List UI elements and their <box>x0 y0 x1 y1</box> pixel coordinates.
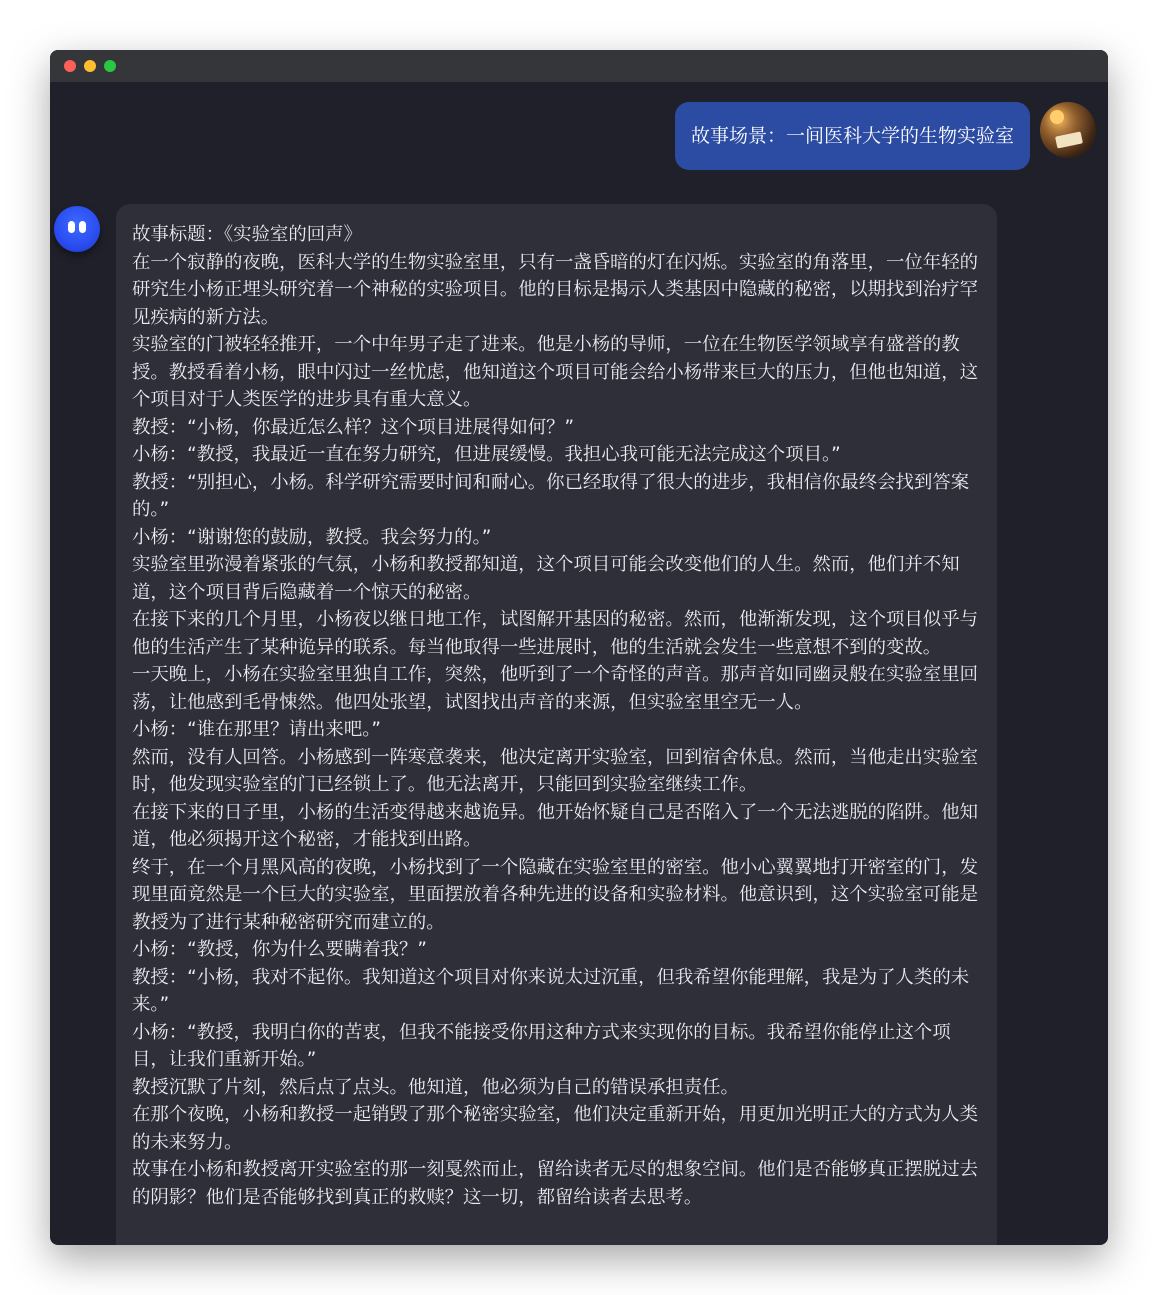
story-paragraph: 教授：“小杨，你最近怎么样？这个项目进展得如何？” <box>132 416 575 438</box>
story-paragraph: 小杨：“教授，你为什么要瞒着我？” <box>132 939 427 960</box>
story-paragraph: 教授沉默了片刻，然后点了点头。他知道，他必须为自己的错误承担责任。 <box>132 1076 739 1098</box>
user-avatar <box>1040 102 1096 158</box>
story-paragraph: 在接下来的几个月里，小杨夜以继日地工作，试图解开基因的秘密。然而，他渐渐发现，这个项目似乎与他的生活产生了某种诡异的联系。每当他取得一些进展时，他的生活就会发生一些意想不到的变故。 <box>132 609 978 658</box>
lamp-icon <box>1050 110 1064 124</box>
story-paragraph: 故事在小杨和教授离开实验室的那一刻戛然而止，留给读者无尽的想象空间。他们是否能够真正摆脱过去的阴影？他们是否能够找到真正的救赎？这一切，都留给读者去思考。 <box>132 1159 978 1208</box>
chat-window <box>50 50 1108 1245</box>
story-paragraph: 实验室里弥漫着紧张的气氛，小杨和教授都知道，这个项目可能会改变他们的人生。然而，他们并不知道，这个项目背后隐藏着一个惊天的秘密。 <box>132 554 960 603</box>
story-paragraph: 一天晚上，小杨在实验室里独自工作，突然，他听到了一个奇怪的声音。那声音如同幽灵般在实验室里回荡，让他感到毛骨悚然。他四处张望，试图找出声音的来源，但实验室里空无一人。 <box>132 664 978 713</box>
story-paragraph: 在那个夜晚，小杨和教授一起销毁了那个秘密实验室，他们决定重新开始，用更加光明正大的方式为人类的未来努力。 <box>132 1104 978 1153</box>
story-title: 故事标题：《实验室的回声》 <box>132 224 362 245</box>
minimize-window-button[interactable] <box>84 60 96 72</box>
story-paragraph: 在一个寂静的夜晚，医科大学的生物实验室里，只有一盏昏暗的灯在闪烁。实验室的角落里，一位年轻的研究生小杨正埋头研究着一个神秘的实验项目。他的目标是揭示人类基因中隐藏的秘密，以期找到治疗罕见疾病的新方法。 <box>132 251 978 328</box>
title-bar <box>50 50 1108 82</box>
assistant-avatar <box>54 206 100 252</box>
story-paragraph: 实验室的门被轻轻推开，一个中年男子走了进来。他是小杨的导师，一位在生物医学领域享有盛誉的教授。教授看着小杨，眼中闪过一丝忧虑，他知道这个项目可能会给小杨带来巨大的压力，但他也知道，这个项目对于人类医学的进步具有重大意义。 <box>132 334 978 410</box>
book-icon <box>1055 131 1083 148</box>
story-paragraph: 小杨：“谢谢您的鼓励，教授。我会努力的。” <box>132 526 492 548</box>
maximize-window-button[interactable] <box>104 60 116 72</box>
story-paragraph: 小杨：“谁在那里？请出来吧。” <box>132 719 381 740</box>
avatar-left-eye <box>68 221 75 233</box>
story-paragraph: 终于，在一个月黑风高的夜晚，小杨找到了一个隐藏在实验室里的密室。他小心翼翼地打开密室的门，发现里面竟然是一个巨大的实验室，里面摆放着各种先进的设备和实验材料。他意识到，这个实验室可能是教授为了进行某种秘密研究而建立的。 <box>132 856 978 933</box>
avatar-right-eye <box>79 221 86 233</box>
story-paragraph: 然而，没有人回答。小杨感到一阵寒意袭来，他决定离开实验室，回到宿舍休息。然而，当他走出实验室时，他发现实验室的门已经锁上了。他无法离开，只能回到实验室继续工作。 <box>132 746 978 795</box>
close-window-button[interactable] <box>64 60 76 72</box>
story-paragraph: 小杨：“教授，我最近一直在努力研究，但进展缓慢。我担心我可能无法完成这个项目。” <box>132 444 841 465</box>
story-paragraph: 教授：“小杨，我对不起你。我知道这个项目对你来说太过沉重，但我希望你能理解，我是为了人类的未来。” <box>132 966 970 1015</box>
story-paragraph: 教授：“别担心，小杨。科学研究需要时间和耐心。你已经取得了很大的进步，我相信你最终会找到答案的。” <box>132 471 970 520</box>
user-message-row <box>675 102 1096 170</box>
user-message-bubble: 故事场景：一间医科大学的生物实验室 <box>675 102 1030 170</box>
story-paragraph: 小杨：“教授，我明白你的苦衷，但我不能接受你用这种方式来实现你的目标。我希望你能停止这个项目，让我们重新开始。” <box>132 1021 951 1070</box>
assistant-message-bubble <box>116 204 997 1245</box>
story-paragraph: 在接下来的日子里，小杨的生活变得越来越诡异。他开始怀疑自己是否陷入了一个无法逃脱的陷阱。他知道，他必须揭开这个秘密，才能找到出路。 <box>132 801 978 850</box>
